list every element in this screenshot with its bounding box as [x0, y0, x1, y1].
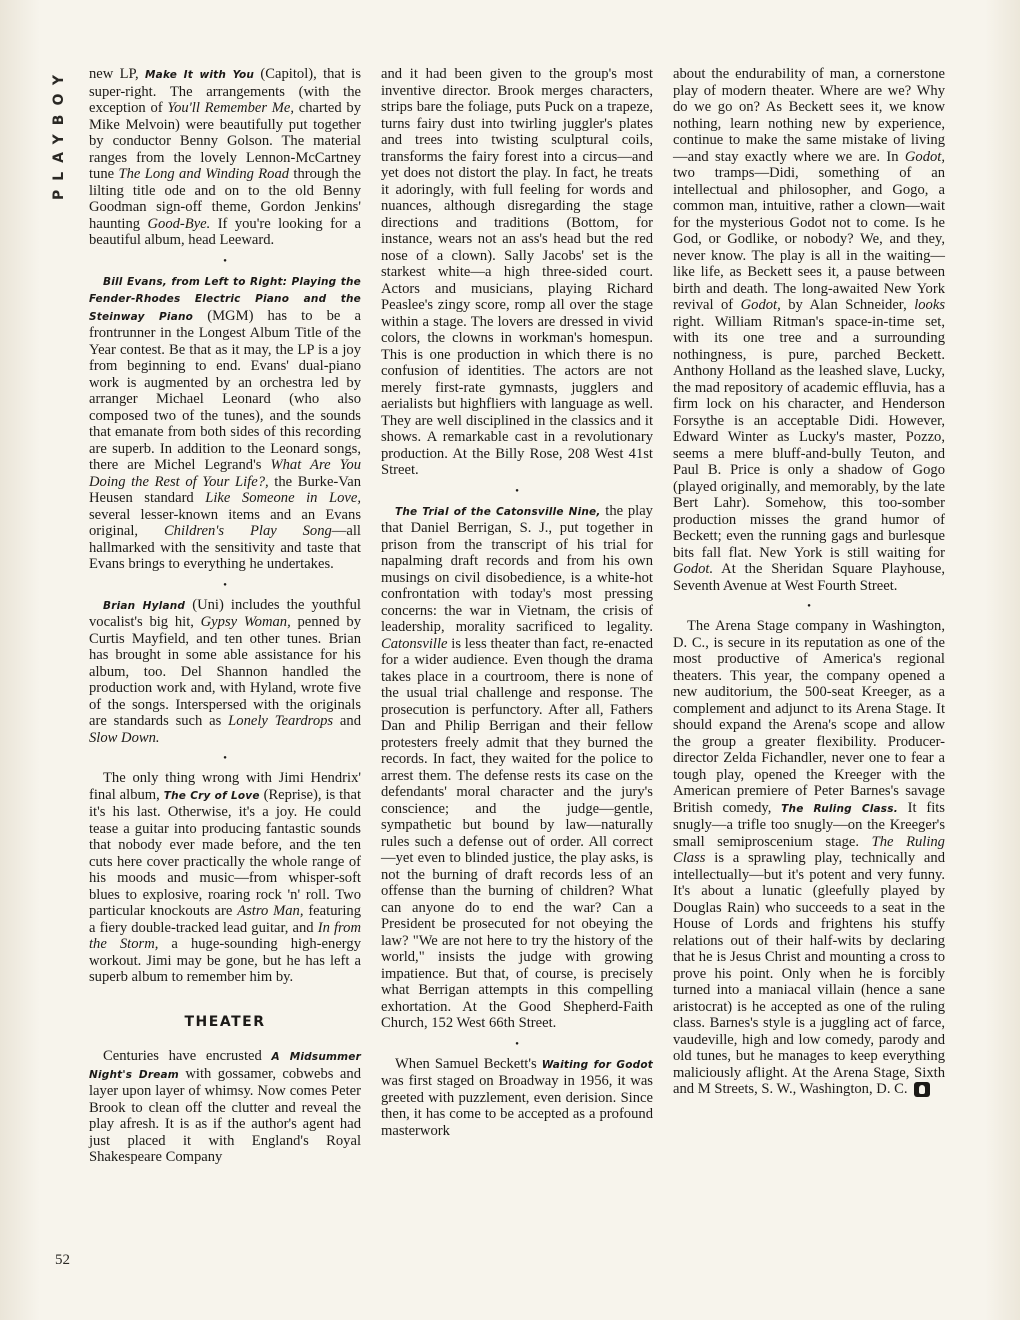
section-separator: [89, 748, 361, 766]
review-brian-hyland: Brian Hyland (Uni) includes the youthful vocalist's big hit, Gypsy Woman, penned by Curtis Mayfield, and ten other tunes. Brian has brought in some able assistance for his album, too. Del Shannon handled the production work and, with Hyland, wrote five of the songs. Interspersed with the originals are standards such as Lonely Teardrops and Slow Down.: [89, 596, 362, 746]
column-3: [673, 66, 945, 1098]
review-midsummer-continued: and it had been given to the group's most inventive director. Brook merges characters, strips bare the foliage, puts Puck on a trapeze, turns fairy dust into twirling juggler's plates and trees into twisting sculptural coils, transforms the fairy forest into a circus—and yet does not distort the play. In fact, he treats it adoringly, with full feeling for words and nuances, although disregarding the stage directions and traditions (Bottom, for instance, wears not an ass's head but the red nose of a clown). Sally Jacobs' set is the starkest white—a high three-sided court. Actors and musicians, playing Richard Peaslee's zingy score, romp all over the stage within a stage. The lovers are dressed in vivid colors, the clowns in workman's homespun. This is one production in which there is no confusion of identities. The actors are not merely first-rate gymnasts, jugglers and aerialists but highfliers with language as well. They are well disciplined in the classics and it shows. A remarkable cast in a revolutionary production. At the Billy Rose, 208 West 41st Street.: [381, 66, 653, 478]
masthead: PLAYBOY: [51, 66, 67, 201]
page-number: 52: [55, 1252, 70, 1268]
review-waiting-for-godot: When Samuel Beckett's Waiting for Godot was first staged on Broadway in 1956, it was greeted with puzzlement, even derision. Since then, it has come to be accepted as a profound masterwork: [381, 1055, 653, 1139]
rabbit-head-icon: [914, 1082, 930, 1097]
review-catonsville-nine: The Trial of the Catonsville Nine, the play that Daniel Berrigan, S. J., put together in prison from the transcript of his trial for napalming draft records and from his own musings on civil disobedience, is a white-hot confrontation with today's most pressing concerns: the war in Vietnam, the crisis of leadership, morality sacrificed to legality. Catonsville is less theater than fact, re-enacted for a wider audience. Even though the drama takes place in a courtroom, there is none of the usual trial challenge and response. The prosecution is perfunctory. After all, Fathers Dan and Philip Berrigan and their fellow protesters freely admit that they burned the records. In fact, they waited for the police to arrest them. The defense rests its case on the defendants' moral character and the jury's conscience; and the judge—gentle, sympathetic but bound by law—naturally rules such a defense out of order. All correct—yet even to blinded justice, the play asks, is not the burning of draft records less of an offense than the burning of children? What can anyone do to end the war? Can a President be prosecuted for not obeying the law? "We are not here to try the history of the world," insists the judge with growing impatience. But that, of course, is precisely what Berrigan attempts in this compelling exhortation. At the Good Shepherd-Faith Church, 152 West 66th Street.: [381, 502, 653, 1031]
review-make-it-with-you: new LP, Make It with You (Capitol), that is super-right. The arrangements (with the exception of You'll Remember Me, charted by Mike Melvoin) were beautifully put together by conductor Benny Golson. The material ranges from the lovely Lennon-McCartney tune The Long and Winding Road through the lilting title ode and on to the old Benny Goodman sign-off theme, Gordon Jenkins' haunting Good-Bye. If you're looking for a beautiful album, head Leeward.: [89, 66, 362, 248]
column-2: [381, 66, 653, 1139]
review-bill-evans: Bill Evans, from Left to Right: Playing the Fender-Rhodes Electric Piano and the Steinway Piano (MGM) has to be a frontrunner in the Longest Album Title of the Year contest. Be that as it may, the LP is a joy from beginning to end. Evans' dual-piano work is augmented by an orchestra led by arranger Michael Leonard (who also composed two of the tunes), and the sounds that emanate from both sides of this recording are superb. In addition to the Leonard songs, there are Michel Legrand's What Are You Doing the Rest of Your Life?, the Burke-Van Heusen standard Like Someone in Love, several lesser-known items and an Evans original, Children's Play Song—all hallmarked with the sensitivity and taste that Evans brings to everything he undertakes.: [89, 275, 361, 572]
section-separator: [381, 1034, 653, 1052]
review-ruling-class: The Arena Stage company in Washington, D. C., is secure in its reputation as one of the most productive of America's regional theaters. This year, the company opened a new auditorium, the 500-seat Kreeger, as a complement and adjunct to its Arena Stage. It should expand the Arena's scope and allow the group a greater flexibility. Producer-director Zelda Fichandler, never one to fear a tough play, opened the Kreeger with the American premiere of Peter Barnes's savage British comedy, The Ruling Class. It fits snugly—a trifle too snugly—on the Kreeger's small semiproscenium stage. The Ruling Class is a sprawling play, technically and intellectually—but it's potent and very funny. It's about a lunatic (gleefully played by Douglas Rain) who succeeds to a seat in the House of Lords and frightens his stuffy relations out of their half-wits by declaring that he is Jesus Christ and mounting a cross to prove his point. Only when he is forcibly turned into a maniacal villain (hence a sane aristocrat) is he accepted as one of the ruling class. Barnes's style is a juggling act of farce, vaudeville, high and low comedy, parody and old tunes, but he manages to keep everything maliciously aflight. At the Arena Stage, Sixth and M Streets, S. W., Washington, D. C.: [673, 618, 945, 1097]
review-midsummer-night: Centuries have encrusted A Midsummer Night's Dream with gossamer, cobwebs and layer upon layer of whimsy. Now comes Peter Brook to clean off the clutter and reveal the play afresh. It is as if the author's agent had just placed it with England's Royal Shakespeare Company: [89, 1048, 362, 1165]
section-heading-theater: THEATER: [184, 1013, 266, 1030]
section-separator: [89, 575, 361, 593]
section-separator: [89, 251, 361, 269]
section-separator: [673, 596, 945, 614]
review-godot-continued: about the endurability of man, a cornerstone play of modern theater. Where are we? Why do we go on? As Beckett sees it, we know nothing, learn nothing new by experience, continue to make the same mistake of living—and stay exactly where we are. In Godot, two tramps—Didi, something of an intellectual and philosopher, and Gogo, a common man, intuitive, rather a clown—wait for the mysterious Godot not to come. Is he God, or Godlike, or nobody? We, and they, never know. The play is all in the waiting—like life, as Beckett sees it, a pause between birth and death. The long-awaited New York revival of Godot, by Alan Schneider, looks right. William Ritman's space-in-time set, with its one tree and a surrounding nothingness, is pure, parched Beckett. Anthony Holland as the leashed slave, Lucky, the mad repository of academic effluvia, has a firm lock on his character, and Henderson Forsythe is an acceptable Didi. However, Edward Winter as Lucky's master, Pozzo, seems a mere bluff-and-bully Teuton, and Paul B. Price is only a shadow of Gogo (played originally, and memorably, by the late Bert Lahr). Somehow, this too-somber production misses the grand humor of Beckett; even the running gags and burlesque bits fall flat. New York is still waiting for Godot. At the Sheridan Square Playhouse, Seventh Avenue at West Fourth Street.: [673, 66, 945, 594]
section-separator: [381, 481, 653, 499]
column-1: [89, 66, 361, 1166]
review-jimi-hendrix: The only thing wrong with Jimi Hendrix' final album, The Cry of Love (Reprise), is that it's his last. Otherwise, it's a joy. He could tease a guitar into producing fantastic sounds that nobody ever made before, and the ten cuts here cover practically the whole range of his moods and music—from whisper-soft blues to explosive, roaring rock 'n' roll. Two particular knockouts are Astro Man, featuring a fiery double-tracked lead guitar, and In from the Storm, a huge-sounding high-energy workout. Jimi may be gone, but he has left a superb album to remember him by.: [89, 770, 361, 985]
